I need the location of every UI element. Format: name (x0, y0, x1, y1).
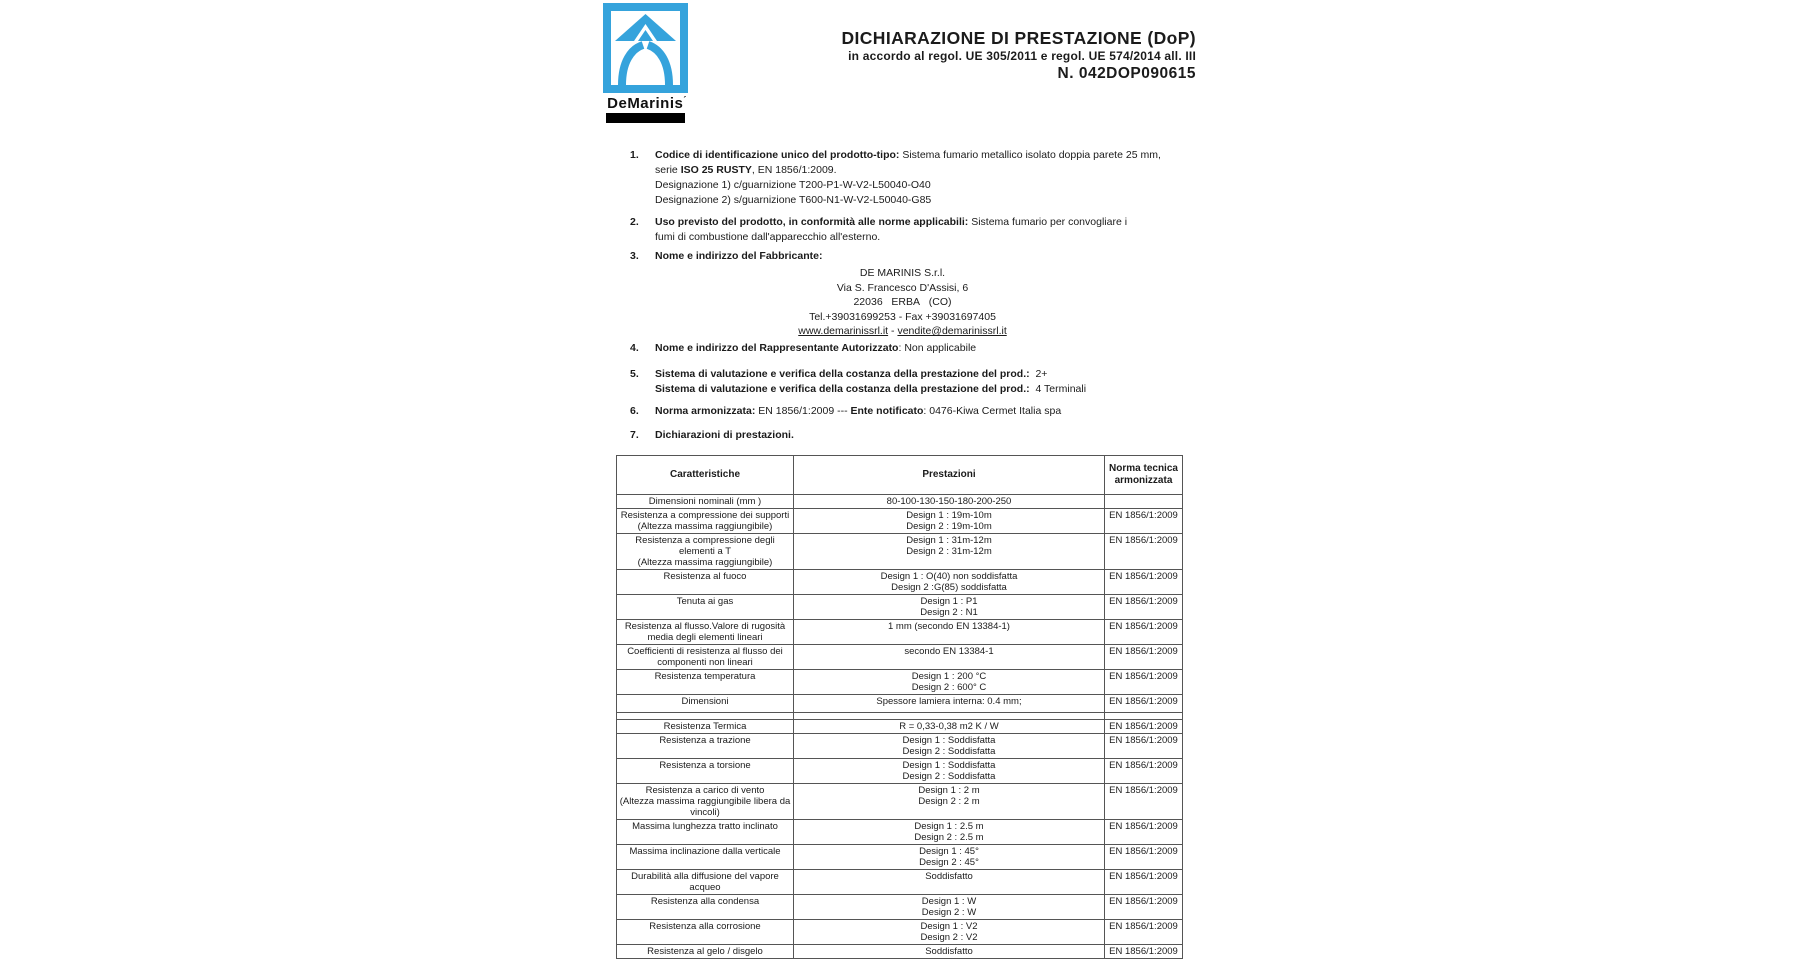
cell-caratteristiche: Resistenza al flusso.Valore di rugosità media degli elementi lineari (617, 620, 794, 645)
cell-norma-tecnica: EN 1856/1:2009 (1105, 670, 1183, 695)
cell-caratteristiche: Resistenza alla condensa (617, 895, 794, 920)
text-line (655, 193, 1161, 208)
table-row (617, 845, 1183, 870)
column-header: Prestazioni (794, 456, 1105, 495)
cell-prestazioni: Spessore lamiera interna: 0.4 mm; (794, 695, 1105, 713)
declarations-table (616, 455, 1183, 959)
table-row (617, 734, 1183, 759)
text-segment: serie (655, 164, 681, 176)
cell-norma-tecnica: EN 1856/1:2009 (1105, 570, 1183, 595)
item-number: 6. (630, 405, 639, 417)
cell-prestazioni: Soddisfatto (794, 945, 1105, 959)
item-text (655, 249, 822, 264)
text-segment: Codice di identificazione unico del prodotto-tipo: (655, 149, 900, 161)
manufacturer-line: DE MARINIS S.r.l. (859, 267, 946, 279)
text-line (655, 341, 976, 356)
item-text (655, 215, 1127, 245)
text-segment: , EN 1856/1:2009. (751, 164, 837, 176)
item-number: 7. (630, 429, 639, 441)
table-row (617, 945, 1183, 959)
table-row (617, 595, 1183, 620)
cell-norma-tecnica: EN 1856/1:2009 (1105, 845, 1183, 870)
list-item-product-code (630, 148, 1161, 208)
cell-prestazioni: 1 mm (secondo EN 13384-1) (794, 620, 1105, 645)
cell-caratteristiche: Dimensioni (617, 695, 794, 713)
text-segment: Dichiarazioni di prestazioni. (655, 429, 794, 441)
text-line (655, 382, 1086, 397)
chimney-logo-icon (603, 3, 688, 93)
item-text (655, 404, 1061, 419)
cell-caratteristiche: Coefficienti di resistenza al flusso dei componenti non lineari (617, 645, 794, 670)
cell-caratteristiche (617, 713, 794, 720)
cell-caratteristiche: Resistenza a torsione (617, 759, 794, 784)
cell-norma-tecnica: EN 1856/1:2009 (1105, 920, 1183, 945)
item-number: 2. (630, 216, 639, 228)
text-line (655, 178, 1161, 193)
cell-norma-tecnica: EN 1856/1:2009 (1105, 759, 1183, 784)
list-item-avcp-system (630, 367, 1086, 397)
brand-accent-mark: ´ (683, 95, 687, 105)
logo-underline-bar (606, 113, 685, 123)
list-item-declarations (630, 428, 794, 443)
manufacturer-links-line: www.demarinissrl.it - vendite@demarinissrl.it (798, 325, 1007, 338)
cell-norma-tecnica: EN 1856/1:2009 (1105, 695, 1183, 713)
table-row (617, 784, 1183, 820)
cell-norma-tecnica: EN 1856/1:2009 (1105, 620, 1183, 645)
text-segment: Nome e indirizzo del Fabbricante: (655, 250, 823, 262)
cell-norma-tecnica: EN 1856/1:2009 (1105, 784, 1183, 820)
cell-caratteristiche: Resistenza Termica (617, 720, 794, 734)
text-line (655, 163, 1161, 178)
text-segment: Designazione 1) c/guarnizione T200-P1-W-V2-L50040-O40 (655, 179, 931, 191)
text-segment: 2+ (1029, 368, 1048, 380)
item-text (655, 367, 1086, 397)
item-text (655, 148, 1161, 208)
manufacturer-line: Via S. Francesco D'Assisi, 6 (836, 281, 969, 294)
text-line (655, 215, 1127, 230)
manufacturer-line: 22036 ERBA (CO) (853, 296, 952, 309)
cell-prestazioni: Design 1 : 31m-12m Design 2 : 31m-12m (794, 534, 1105, 570)
table-row (617, 695, 1183, 713)
text-segment: Norma armonizzata: (655, 405, 756, 417)
text-segment: Sistema di valutazione e verifica della costanza della prestazione del prod.: (655, 383, 1030, 395)
text-segment: Nome e indirizzo del Rappresentante Autorizzato (655, 342, 899, 354)
cell-caratteristiche: Resistenza a trazione (617, 734, 794, 759)
manufacturer-address-block (655, 266, 1150, 339)
cell-caratteristiche: Dimensioni nominali (mm ) (617, 495, 794, 509)
table-row (617, 920, 1183, 945)
document-number: N. 042DOP090615 (1057, 65, 1196, 82)
text-line (655, 148, 1161, 163)
table-row (617, 534, 1183, 570)
table-row (617, 895, 1183, 920)
cell-caratteristiche: Resistenza al fuoco (617, 570, 794, 595)
cell-norma-tecnica: EN 1856/1:2009 (1105, 820, 1183, 845)
cell-caratteristiche: Resistenza a carico di vento (Altezza massima raggiungibile libera da vincoli) (617, 784, 794, 820)
cell-prestazioni: R = 0,33-0,38 m2 K / W (794, 720, 1105, 734)
cell-prestazioni: 80-100-130-150-180-200-250 (794, 495, 1105, 509)
list-item-manufacturer (630, 249, 822, 264)
cell-norma-tecnica (1105, 713, 1183, 720)
cell-caratteristiche: Tenuta ai gas (617, 595, 794, 620)
document-subtitle: in accordo al regol. UE 305/2011 e regol. UE 574/2014 all. III (848, 49, 1196, 63)
list-item-harmonized-standard (630, 404, 1061, 419)
text-segment: fumi di combustione dall'apparecchio all'esterno. (655, 231, 881, 243)
list-item-authorized-representative (630, 341, 976, 356)
cell-prestazioni: Design 1 : 2.5 m Design 2 : 2.5 m (794, 820, 1105, 845)
website-link[interactable]: www.demarinissrl.it (798, 325, 889, 338)
text-line (655, 367, 1086, 382)
table-row (617, 620, 1183, 645)
table-row (617, 820, 1183, 845)
cell-prestazioni: Design 1 : 200 °C Design 2 : 600° C (794, 670, 1105, 695)
column-header: Norma tecnica armonizzata (1105, 456, 1183, 495)
text-line (655, 428, 794, 443)
text-segment: Uso previsto del prodotto, in conformità alle norme applicabili: (655, 216, 969, 228)
text-segment: Sistema fumario metallico isolato doppia parete 25 mm, (899, 149, 1161, 161)
cell-prestazioni: Design 1 : 2 m Design 2 : 2 m (794, 784, 1105, 820)
cell-prestazioni: Design 1 : P1 Design 2 : N1 (794, 595, 1105, 620)
document-header (700, 28, 1196, 83)
text-line (655, 230, 1127, 245)
item-number: 3. (630, 250, 639, 262)
cell-prestazioni: Design 1 : V2 Design 2 : V2 (794, 920, 1105, 945)
table-row (617, 713, 1183, 720)
cell-norma-tecnica: EN 1856/1:2009 (1105, 734, 1183, 759)
cell-prestazioni: Design 1 : Soddisfatta Design 2 : Soddisfatta (794, 734, 1105, 759)
cell-norma-tecnica: EN 1856/1:2009 (1105, 509, 1183, 534)
performance-table (616, 455, 1184, 959)
cell-prestazioni (794, 713, 1105, 720)
text-segment: Sistema di valutazione e verifica della costanza della prestazione del prod.: (655, 368, 1030, 380)
cell-norma-tecnica: EN 1856/1:2009 (1105, 720, 1183, 734)
table-row (617, 759, 1183, 784)
cell-caratteristiche: Resistenza al gelo / disgelo (617, 945, 794, 959)
cell-caratteristiche: Massima lunghezza tratto inclinato (617, 820, 794, 845)
item-number: 4. (630, 342, 639, 354)
cell-caratteristiche: Durabilità alla diffusione del vapore acqueo (617, 870, 794, 895)
cell-prestazioni: Soddisfatto (794, 870, 1105, 895)
cell-norma-tecnica: EN 1856/1:2009 (1105, 895, 1183, 920)
table-row (617, 495, 1183, 509)
table-header-row (617, 456, 1183, 495)
text-segment: : Non applicabile (898, 342, 977, 354)
text-segment: EN 1856/1:2009 --- (755, 405, 851, 417)
cell-norma-tecnica: EN 1856/1:2009 (1105, 945, 1183, 959)
table-row (617, 570, 1183, 595)
text-segment: Ente notificato (850, 405, 924, 417)
cell-caratteristiche: Resistenza temperatura (617, 670, 794, 695)
cell-caratteristiche: Resistenza a compressione dei supporti (Altezza massima raggiungibile) (617, 509, 794, 534)
cell-norma-tecnica: EN 1856/1:2009 (1105, 645, 1183, 670)
cell-prestazioni: secondo EN 13384-1 (794, 645, 1105, 670)
text-line (655, 404, 1061, 419)
text-segment: : 0476-Kiwa Cermet Italia spa (923, 405, 1062, 417)
text-line (655, 249, 822, 264)
cell-prestazioni: Design 1 : Soddisfatta Design 2 : Soddisfatta (794, 759, 1105, 784)
table-row (617, 509, 1183, 534)
cell-prestazioni: Design 1 : O(40) non soddisfatta Design 2 :G(85) soddisfatta (794, 570, 1105, 595)
item-text (655, 428, 794, 443)
text-segment: ISO 25 RUSTY (680, 164, 752, 176)
email-link[interactable]: vendite@demarinissrl.it (897, 325, 1007, 338)
logo-wordmark (599, 95, 695, 112)
cell-caratteristiche: Resistenza alla corrosione (617, 920, 794, 945)
cell-prestazioni: Design 1 : 19m-10m Design 2 : 19m-10m (794, 509, 1105, 534)
item-number: 1. (630, 149, 639, 161)
cell-prestazioni: Design 1 : 45° Design 2 : 45° (794, 845, 1105, 870)
text-segment: 4 Terminali (1029, 383, 1087, 395)
item-text (655, 341, 976, 356)
table-row (617, 720, 1183, 734)
cell-caratteristiche: Resistenza a compressione degli elementi a T (Altezza massima raggiungibile) (617, 534, 794, 570)
item-number: 5. (630, 368, 639, 380)
table-row (617, 670, 1183, 695)
list-item-intended-use (630, 215, 1127, 245)
column-header: Caratteristiche (617, 456, 794, 495)
table-row (617, 870, 1183, 895)
cell-norma-tecnica: EN 1856/1:2009 (1105, 595, 1183, 620)
company-logo (603, 3, 691, 112)
cell-caratteristiche: Massima inclinazione dalla verticale (617, 845, 794, 870)
manufacturer-line: Tel.+39031699253 - Fax +39031697405 (809, 310, 996, 323)
text-segment: Designazione 2) s/guarnizione T600-N1-W-V2-L50040-G85 (655, 194, 932, 206)
cell-norma-tecnica: EN 1856/1:2009 (1105, 870, 1183, 895)
brand-text: DeMarinis (607, 95, 684, 112)
cell-norma-tecnica (1105, 495, 1183, 509)
cell-norma-tecnica: EN 1856/1:2009 (1105, 534, 1183, 570)
document-title: DICHIARAZIONE DI PRESTAZIONE (DoP) (841, 28, 1196, 48)
cell-prestazioni: Design 1 : W Design 2 : W (794, 895, 1105, 920)
text-segment: Sistema fumario per convogliare i (968, 216, 1128, 228)
table-row (617, 645, 1183, 670)
